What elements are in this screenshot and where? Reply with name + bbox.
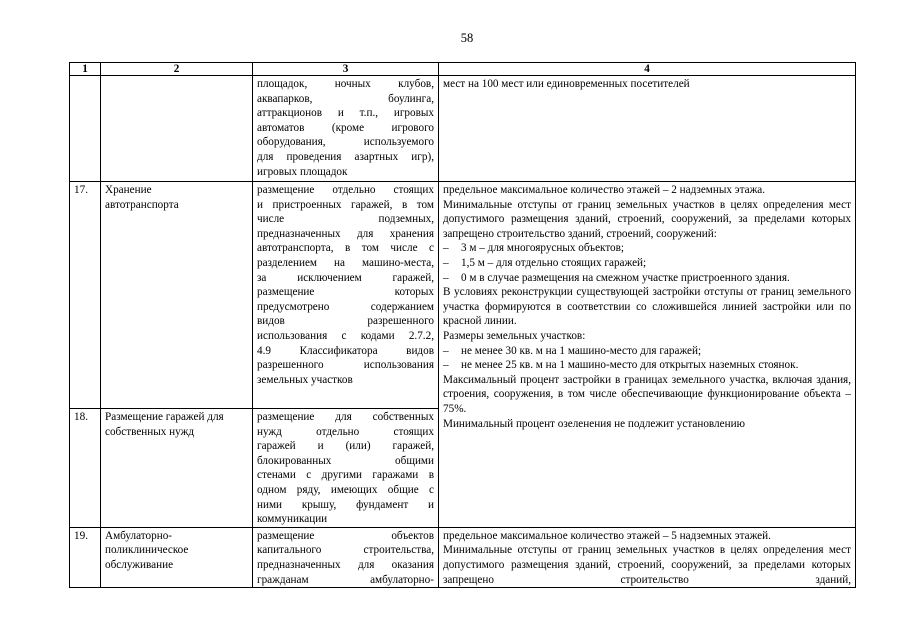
text-line: автотранспорта <box>105 198 179 211</box>
text-line: автотранспорта, в том числе с <box>257 242 434 255</box>
cell-description <box>253 76 439 182</box>
list-item <box>443 358 851 373</box>
dash-marker: – <box>443 271 449 284</box>
text-line: Минимальный процент озеленения не подлежит установлению <box>443 417 745 430</box>
text-line: ними крышу, фундамент и <box>257 498 434 511</box>
cell-name <box>101 409 253 528</box>
text-line: и пристроенных гаражей, в том <box>257 198 434 211</box>
text-line: одном ряду, имеющих общие с <box>257 483 434 496</box>
text-line: использования с кодами 2.7.2, <box>257 329 434 342</box>
text-line: аттракционов и т.п., игровых <box>257 107 434 120</box>
text-line: Размещение гаражей для <box>105 411 224 423</box>
text-line: предельное максимальное количество этажей – 2 надземных этажа. <box>443 184 766 196</box>
text-line: числе подземных, <box>257 213 434 226</box>
cell-number: 18. <box>70 409 101 528</box>
list-item <box>443 344 851 359</box>
text-line: предназначенных для хранения <box>257 227 434 240</box>
text-line: автоматов (кроме игрового <box>257 121 434 134</box>
text-line: размещение которых <box>257 286 434 299</box>
text-line: за исключением гаражей, <box>257 271 434 284</box>
page-number: 58 <box>460 31 474 45</box>
list-text: не менее 25 кв. м на 1 машино-место для открытых наземных стоянок. <box>461 359 799 372</box>
text-line: гаражей и (или) гаражей, <box>257 440 434 453</box>
text-line: блокированных общими <box>257 454 434 467</box>
paragraph: Минимальные отступы от границ земельных участков в целях определения мест допустимого размещения зданий, строений, сооружений, за пределами которых запрещено строительство зданий, <box>443 544 851 586</box>
text-line: разрешенного использования <box>257 359 434 372</box>
text-line: стенами с другими гаражами в <box>257 469 434 482</box>
text-line: площадок, ночных клубов, <box>257 78 434 90</box>
cell-empty <box>70 76 101 182</box>
paragraph: Максимальный процент застройки в границах земельного участка, включая здания, строения, сооружения, в том числе обеспечивающие функционирование объекта – 75%. <box>443 373 851 415</box>
text-line: капитального строительства, <box>257 544 434 557</box>
header-col-1: 1 <box>70 63 101 76</box>
text-line: мест на 100 мест или единовременных посетителей <box>443 78 690 90</box>
text-line: видов разрешенного <box>257 315 434 328</box>
text-line: обслуживание <box>105 558 174 571</box>
text-line: размещение для собственных <box>257 411 434 423</box>
text-line: оборудования, используемого <box>257 136 434 149</box>
text-line: размещение объектов <box>257 529 434 542</box>
text-line: разделением на машино-места, <box>257 256 434 269</box>
paragraph: Минимальные отступы от границ земельных участков в целях определения мест допустимого размещения зданий, строений, сооружений, за пределами которых запрещено строительство зданий, строений, сооружений: <box>443 198 851 240</box>
header-col-4: 4 <box>439 63 856 76</box>
regulations-table <box>69 62 856 588</box>
text-line: для проведения азартных игр), <box>257 150 434 163</box>
cell-parameters-17-18 <box>439 182 856 528</box>
table-row-19 <box>70 527 856 587</box>
table-row-continuation <box>70 76 856 182</box>
cell-empty <box>101 76 253 182</box>
list-text: 0 м в случае размещения на смежном участке пристроенного здания. <box>461 271 790 284</box>
list-item <box>443 256 851 271</box>
list-item <box>443 241 851 256</box>
text-line: Амбулаторно- <box>105 529 173 542</box>
cell-parameters <box>439 76 856 182</box>
text-line: коммуникации <box>257 513 328 526</box>
text-line: предельное максимальное количество этажей – 5 надземных этажей. <box>443 529 771 542</box>
text-line: поликлиническое <box>105 544 189 557</box>
list-text: 1,5 м – для отдельно стоящих гаражей; <box>461 256 647 269</box>
table-row-17 <box>70 182 856 409</box>
header-col-2: 2 <box>101 63 253 76</box>
dash-marker: – <box>443 344 449 357</box>
cell-description <box>253 182 439 409</box>
cell-name <box>101 182 253 409</box>
cell-name <box>101 527 253 587</box>
header-col-3: 3 <box>253 63 439 76</box>
cell-number: 19. <box>70 527 101 587</box>
text-line: игровых площадок <box>257 165 348 178</box>
cell-number: 17. <box>70 182 101 409</box>
dash-marker: – <box>443 242 449 255</box>
text-line: размещение отдельно стоящих <box>257 184 434 196</box>
text-line: предусмотрено содержанием <box>257 300 434 313</box>
list-item <box>443 271 851 286</box>
text-line: Размеры земельных участков: <box>443 329 586 342</box>
text-line: аквапарков, боулинга, <box>257 92 434 105</box>
text-line: земельных участков <box>257 373 353 386</box>
text-line: собственных нужд <box>105 425 195 438</box>
cell-description <box>253 409 439 528</box>
text-line: нужд отдельно стоящих <box>257 425 434 438</box>
list-text: не менее 30 кв. м на 1 машино-место для гаражей; <box>461 344 702 357</box>
paragraph: В условиях реконструкции существующей застройки отступы от границ земельного участка формируются в соответствии со сложившейся линией застройки или по красной линии. <box>443 286 851 328</box>
header-row <box>70 63 856 76</box>
cell-parameters <box>439 527 856 587</box>
text-line: гражданам амбулаторно- <box>257 573 434 586</box>
cell-description <box>253 527 439 587</box>
list-text: 3 м – для многоярусных объектов; <box>461 242 625 255</box>
text-line: Хранение <box>105 184 152 196</box>
dash-marker: – <box>443 359 449 372</box>
dash-marker: – <box>443 256 449 269</box>
text-line: 4.9 Классификатора видов <box>257 344 434 357</box>
text-line: предназначенных для оказания <box>257 558 434 571</box>
